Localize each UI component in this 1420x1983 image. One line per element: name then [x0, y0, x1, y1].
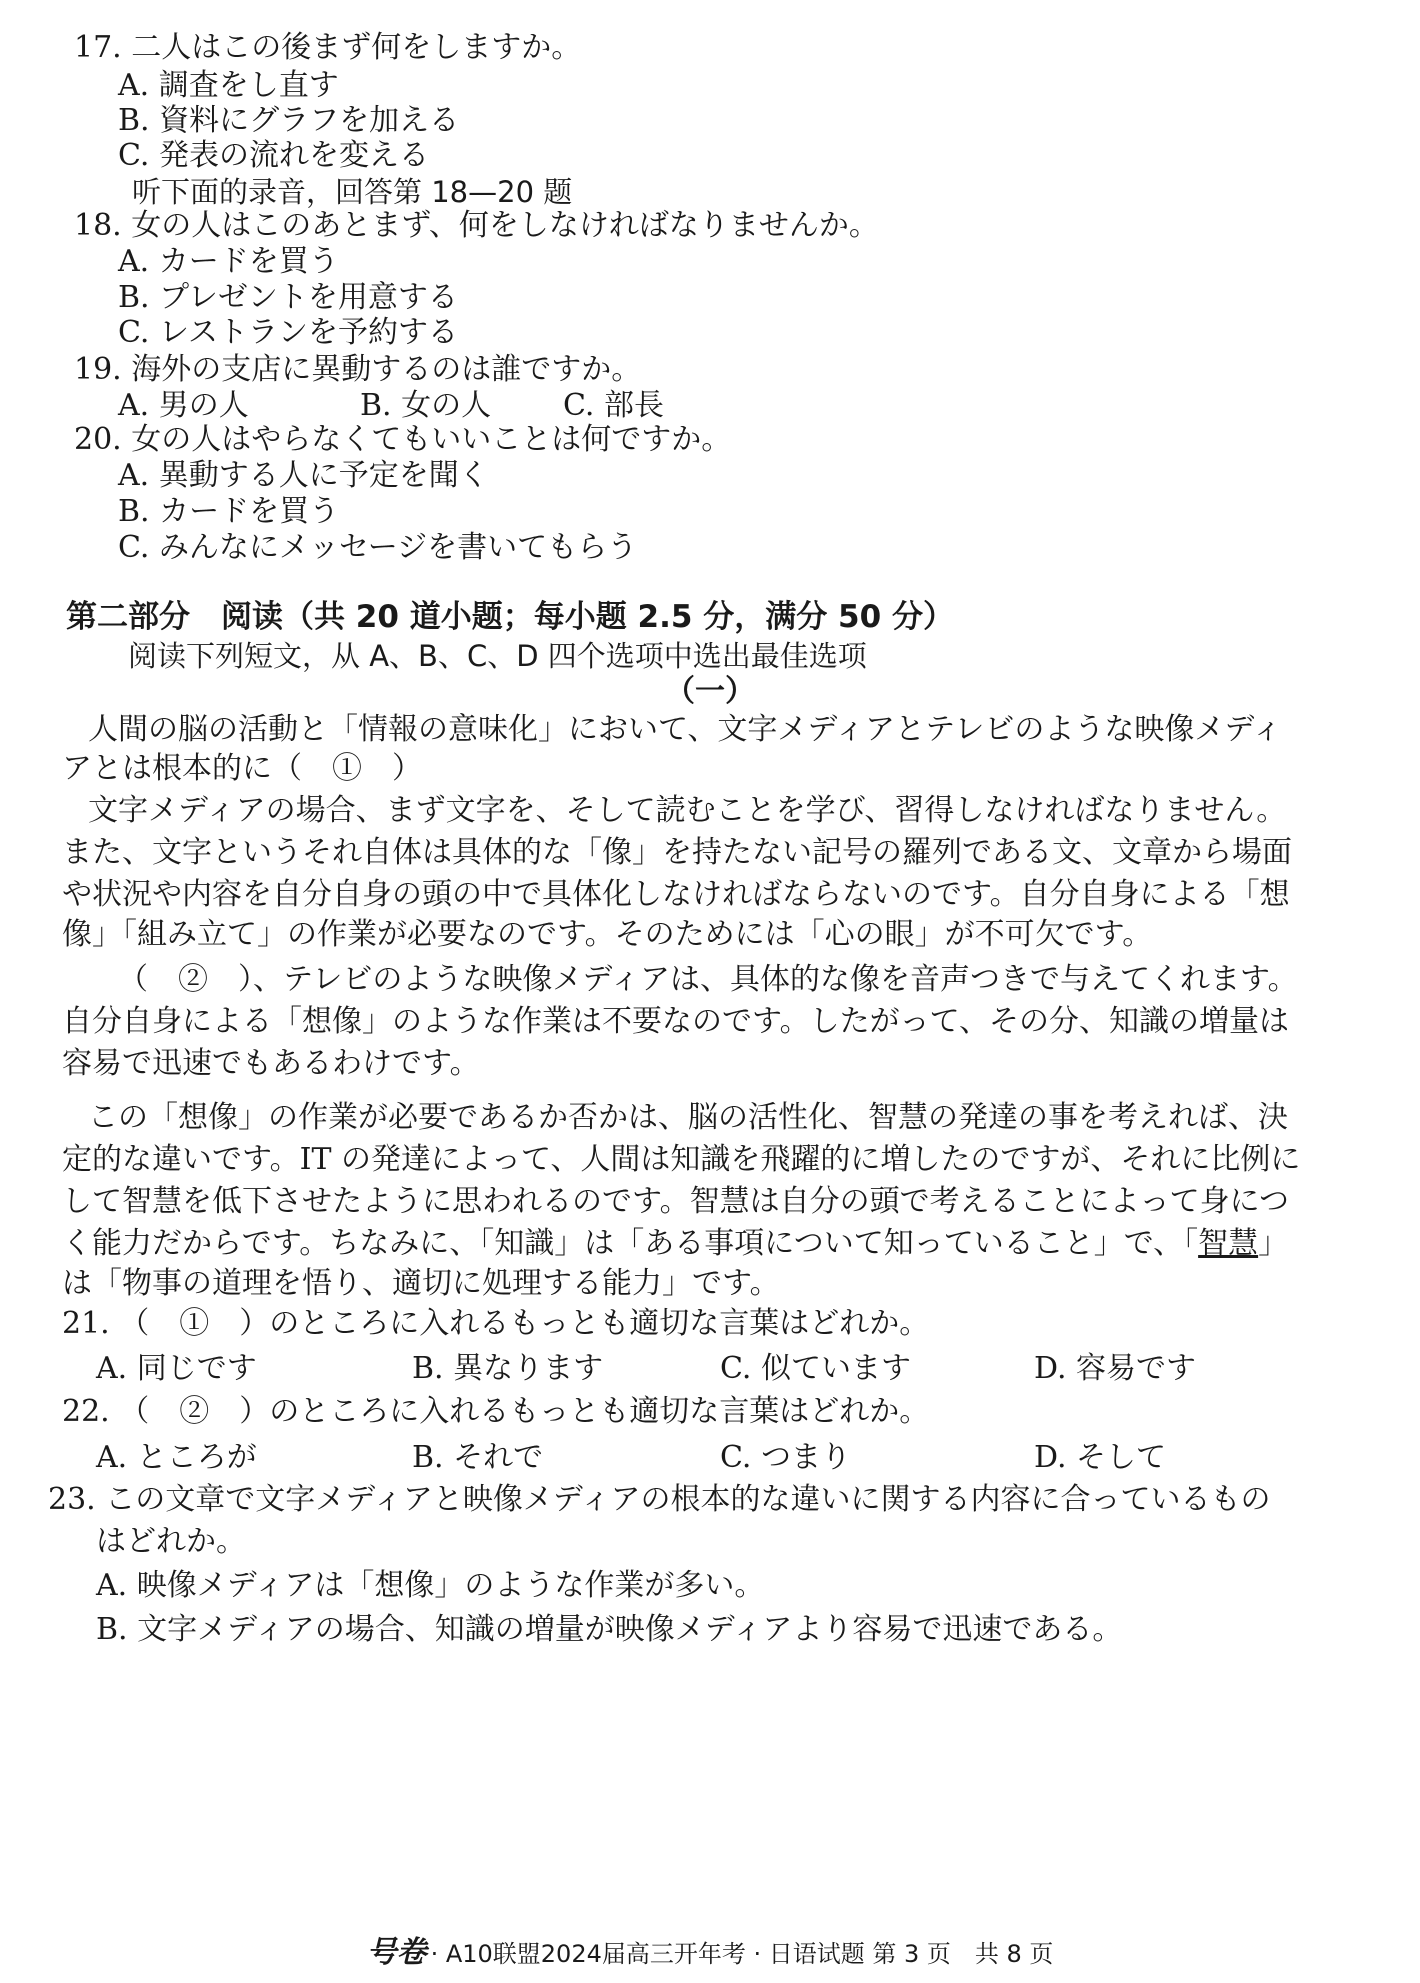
section-title: 第二部分 阅读（共 20 道小题；每小题 2.5 分，满分 50 分） [66, 599, 954, 635]
brand-logo: 号卷 [366, 1935, 427, 1970]
passage-line-11: 定的な違いです。IT の発達によって、人間は知識を飛躍的に増したのですが、それに比例に [62, 1142, 1301, 1177]
q22-option-d: D. そして [1034, 1440, 1167, 1475]
passage-line-5: や状況や内容を自分自身の頭の中で具体化しなければならないのです。自分自身による「想 [62, 877, 1290, 912]
q23-option-b: B. 文字メディアの場合、知識の増量が映像メディアより容易で迅速である。 [96, 1612, 1123, 1647]
q17-stem: 17. 二人はこの後まず何をしますか。 [74, 30, 582, 65]
passage-line-3: 文字メディアの場合、まず文字を、そして読むことを学び、習得しなければなりません。 [88, 793, 1287, 828]
footer-text: · A10联盟2024届高三开年考 · 日语试题 第 3 页 共 8 页 [430, 1940, 1054, 1968]
q18-stem: 18. 女の人はこのあとまず、何をしなければなりませんか。 [74, 208, 879, 243]
passage-line-4: また、文字というそれ自体は具体的な「像」を持たない記号の羅列である文、文章から場面 [62, 835, 1292, 870]
q22-option-b: B. それで [412, 1440, 544, 1475]
q18-option-a: A. カードを買う [118, 244, 339, 279]
closing-bracket: 」 [1258, 1226, 1289, 1261]
passage-line-6: 像」「組み立て」の作業が必要なのです。そのためには「心の眼」が不可欠です。 [62, 917, 1153, 952]
passage-line-13-text: く能力だからです。ちなみに、「知識」は「ある事項について知っていること」で、「 [62, 1226, 1199, 1261]
q23-stem-line-1: 23. この文章で文字メディアと映像メディアの根本的な違いに関する内容に合っているもの [48, 1482, 1271, 1517]
instruction-18-20: 听下面的录音，回答第 18—20 题 [132, 175, 573, 209]
q18-option-b: B. プレゼントを用意する [118, 280, 458, 315]
q23-stem-line-2: はどれか。 [96, 1524, 246, 1559]
q21-options [0, 1349, 1420, 1389]
q17-option-b: B. 資料にグラフを加える [118, 103, 460, 138]
q21-stem: 21. （ ① ）のところに入れるもっとも適切な言葉はどれか。 [62, 1306, 930, 1341]
q19-option-b: B. 女の人 [360, 388, 492, 423]
passage-number: （一） [665, 674, 755, 709]
passage-line-10: この「想像」の作業が必要であるか否かは、脳の活性化、智慧の発達の事を考えれば、決 [88, 1100, 1288, 1135]
passage-line-14: は「物事の道理を悟り、適切に処理する能力」です。 [62, 1266, 780, 1301]
q21-option-c: C. 似ています [720, 1351, 911, 1386]
passage-line-1: 人間の脳の活動と「情報の意味化」において、文字メディアとテレビのような映像メディ [88, 712, 1282, 747]
q20-option-c: C. みんなにメッセージを書いてもらう [118, 530, 638, 565]
q22-option-c: C. つまり [720, 1440, 851, 1475]
passage-line-12: して智慧を低下させたように思われるのです。智慧は自分の頭で考えることによって身につ [62, 1184, 1289, 1219]
q20-option-b: B. カードを買う [118, 494, 340, 529]
page-footer [0, 1936, 1420, 1971]
q22-options [0, 1438, 1420, 1478]
q22-stem: 22. （ ② ）のところに入れるもっとも適切な言葉はどれか。 [62, 1394, 930, 1429]
reading-instruction: 阅读下列短文，从 A、B、C、D 四个选项中选出最佳选项 [128, 639, 867, 673]
q21-option-b: B. 異なります [412, 1351, 604, 1386]
q21-option-a: A. 同じです [96, 1351, 257, 1386]
passage-line-13 [62, 1224, 1288, 1264]
q19-stem: 19. 海外の支店に異動するのは誰ですか。 [74, 352, 642, 387]
q19-option-a: A. 男の人 [118, 388, 249, 423]
q17-option-c: C. 発表の流れを変える [118, 138, 429, 173]
q23-option-a: A. 映像メディアは「想像」のような作業が多い。 [96, 1568, 765, 1603]
q22-option-a: A. ところが [96, 1440, 257, 1475]
q21-option-d: D. 容易です [1034, 1351, 1197, 1386]
passage-line-2: アとは根本的に（ ① ） [62, 751, 422, 786]
q18-option-c: C. レストランを予約する [118, 315, 459, 350]
q20-stem: 20. 女の人はやらなくてもいいことは何ですか。 [74, 422, 732, 457]
passage-line-9: 容易で迅速でもあるわけです。 [62, 1046, 480, 1081]
passage-line-8: 自分自身による「想像」のような作業は不要なのです。したがって、その分、知識の増量は [62, 1004, 1289, 1039]
q17-option-a: A. 調査をし直す [118, 68, 339, 103]
underlined-word: 智慧 [1198, 1226, 1259, 1261]
q20-option-a: A. 異動する人に予定を聞く [118, 458, 489, 493]
passage-line-7: （ ② ）、テレビのような映像メディアは、具体的な像を音声つきで与えてくれます。 [118, 962, 1298, 997]
q19-option-c: C. 部長 [563, 388, 664, 423]
